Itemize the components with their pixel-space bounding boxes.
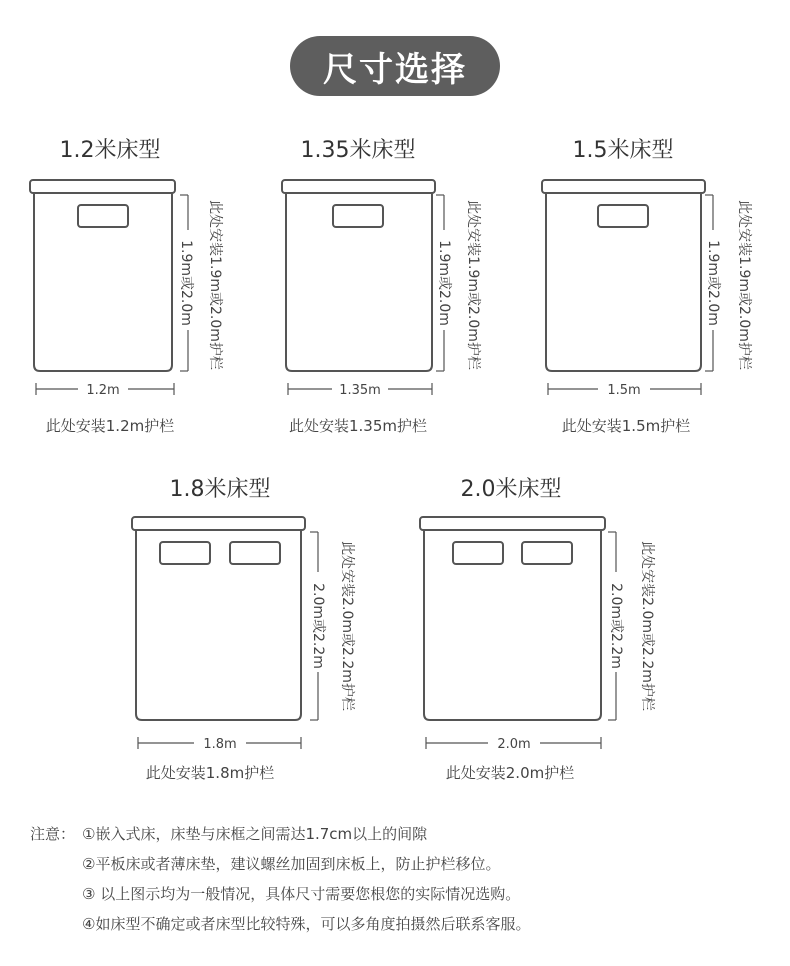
length-label: 1.9m或2.0m [705, 240, 721, 326]
note-text: ④如床型不确定或者床型比较特殊，可以多角度拍摄然后联系客服。 [82, 914, 531, 933]
bed-title: 1.2米床型 [59, 138, 161, 163]
note-item [30, 908, 770, 938]
side-label: 此处安装1.9m或2.0m护栏 [465, 200, 481, 370]
bed-diagram [540, 175, 770, 400]
width-label: 1.35m [339, 383, 381, 398]
note-item [30, 848, 770, 878]
side-label: 此处安装1.9m或2.0m护栏 [207, 200, 223, 370]
note-text: ①嵌入式床，床垫与床框之间需达1.7cm以上的间隙 [82, 824, 428, 843]
bed-diagram [418, 512, 668, 752]
bed-title: 1.5米床型 [572, 138, 674, 163]
note-item [30, 818, 770, 848]
caption: 此处安装2.0m护栏 [445, 764, 575, 782]
length-label: 2.0m或2.2m [310, 583, 326, 669]
notes-prefix: 注意： [30, 824, 76, 843]
side-label: 此处安装2.0m或2.2m护栏 [639, 541, 655, 711]
width-label: 1.2m [86, 383, 120, 398]
caption: 此处安装1.5m护栏 [561, 417, 691, 435]
length-label: 1.9m或2.0m [436, 240, 452, 326]
length-label: 2.0m或2.2m [608, 583, 624, 669]
bed-title: 1.8米床型 [169, 477, 271, 502]
note-item [30, 878, 770, 908]
bed-diagram [280, 175, 490, 400]
side-label: 此处安装2.0m或2.2m护栏 [339, 541, 355, 711]
page-title: 尺寸选择 [290, 36, 500, 96]
width-label: 1.8m [203, 737, 237, 752]
side-label: 此处安装1.9m或2.0m护栏 [736, 200, 752, 370]
notes [30, 818, 770, 938]
width-label: 1.5m [607, 383, 641, 398]
caption: 此处安装1.35m护栏 [288, 417, 427, 435]
note-text: ②平板床或者薄床垫，建议螺丝加固到床板上，防止护栏移位。 [82, 854, 501, 873]
bed-title: 1.35米床型 [300, 138, 416, 163]
bed-diagram [130, 512, 370, 752]
note-text: ③ 以上图示均为一般情况，具体尺寸需要您根您的实际情况选购。 [82, 884, 521, 903]
bed-title: 2.0米床型 [460, 477, 562, 502]
width-label: 2.0m [497, 737, 531, 752]
bed-diagram [28, 175, 238, 400]
length-label: 1.9m或2.0m [178, 240, 194, 326]
caption: 此处安装1.8m护栏 [145, 764, 275, 782]
caption: 此处安装1.2m护栏 [45, 417, 175, 435]
